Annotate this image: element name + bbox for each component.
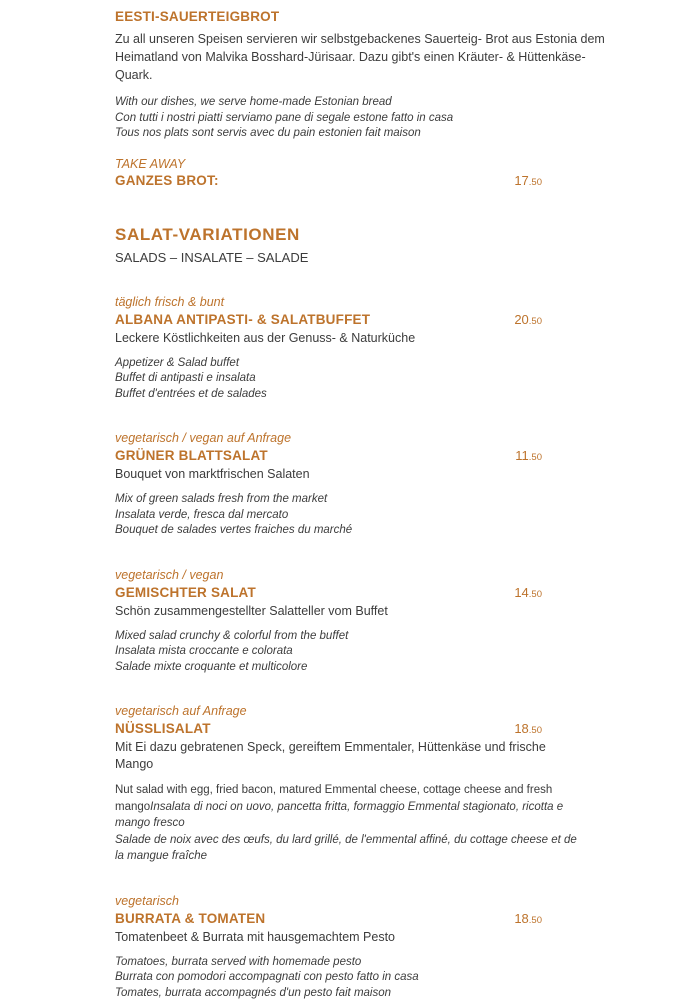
menu-item-gemischter-salat bbox=[115, 568, 620, 676]
translation-fr: Salade de noix avec des œufs, du lard grillé, de l'emmental affiné, du cottage cheese et de la mangue fraîche bbox=[115, 832, 585, 865]
item-header bbox=[115, 448, 542, 463]
item-title: GRÜNER BLATTSALAT bbox=[115, 448, 542, 463]
item-translations bbox=[115, 492, 620, 539]
translation-line-en: With our dishes, we serve home-made Estonian bread bbox=[115, 95, 595, 111]
item-description: Tomatenbeet & Burrata mit hausgemachtem Pesto bbox=[115, 929, 585, 946]
menu-item-albana-buffet bbox=[115, 295, 620, 403]
translation-line-en: Tomatoes, burrata served with homemade pesto bbox=[115, 955, 595, 971]
item-title: ALBANA ANTIPASTI- & SALATBUFFET bbox=[115, 312, 542, 327]
item-price: 11 . 50 bbox=[515, 448, 542, 463]
item-translations bbox=[115, 356, 620, 403]
item-translations bbox=[115, 955, 620, 1001]
translation-line-fr: Bouquet de salades vertes fraiches du marché bbox=[115, 523, 595, 539]
item-description: Schön zusammengestellter Salatteller vom Buffet bbox=[115, 603, 585, 620]
take-away-label: TAKE AWAY bbox=[115, 157, 620, 171]
translation-line-it: Buffet di antipasti e insalata bbox=[115, 371, 595, 387]
salad-section-header bbox=[115, 225, 620, 265]
whole-bread-label: GANZES BROT: bbox=[115, 173, 542, 188]
intro-translations bbox=[115, 95, 620, 142]
translation-line-fr: Salade mixte croquante et multicolore bbox=[115, 660, 595, 676]
translation-line-fr: Buffet d'entrées et de salades bbox=[115, 387, 595, 403]
item-translations bbox=[115, 782, 585, 865]
intro-body: Zu all unseren Speisen servieren wir selbstgebackenes Sauerteig- Brot aus Estonia dem Heimatland von Malvika Bosshard-Jürisaar. Dazu gibt's einen Kräuter- & Hüttenkäse-Quark. bbox=[115, 30, 615, 84]
intro-title: EESTI-SAUERTEIGBROT bbox=[115, 9, 620, 24]
item-header bbox=[115, 585, 542, 600]
translation-line-en: Appetizer & Salad buffet bbox=[115, 356, 595, 372]
item-translations bbox=[115, 629, 620, 676]
item-header bbox=[115, 312, 542, 327]
item-title: BURRATA & TOMATEN bbox=[115, 911, 542, 926]
item-tag: vegetarisch / vegan auf Anfrage bbox=[115, 431, 620, 445]
translation-line-it: Con tutti i nostri piatti serviamo pane di segale estone fatto in casa bbox=[115, 111, 595, 127]
translation-line-en: Mixed salad crunchy & colorful from the buffet bbox=[115, 629, 595, 645]
translation-line-en: Mix of green salads fresh from the market bbox=[115, 492, 595, 508]
menu-item-gruener-blattsalat bbox=[115, 431, 620, 539]
item-tag: vegetarisch auf Anfrage bbox=[115, 704, 620, 718]
item-tag: täglich frisch & bunt bbox=[115, 295, 620, 309]
item-price: 20 . 50 bbox=[514, 312, 542, 327]
menu-item-nuesslisalat bbox=[115, 704, 620, 865]
translation-line-it: Insalata verde, fresca dal mercato bbox=[115, 508, 595, 524]
section-subtitle: SALADS – INSALATE – SALADE bbox=[115, 250, 620, 265]
item-title: NÜSSLISALAT bbox=[115, 721, 542, 736]
translation-line-fr: Tous nos plats sont servis avec du pain estonien fait maison bbox=[115, 126, 595, 142]
translation-en: Nut salad with egg, fried bacon, matured Emmental cheese, cottage cheese and fresh mango bbox=[115, 784, 552, 813]
translation-line-fr: Tomates, burrata accompagnés d'un pesto fait maison bbox=[115, 986, 595, 1001]
item-tag: vegetarisch / vegan bbox=[115, 568, 620, 582]
item-price: 14 . 50 bbox=[514, 585, 542, 600]
item-title: GEMISCHTER SALAT bbox=[115, 585, 542, 600]
translation-line-it: Burrata con pomodori accompagnati con pesto fatto in casa bbox=[115, 970, 595, 986]
section-title: SALAT-VARIATIONEN bbox=[115, 225, 620, 245]
menu-content bbox=[115, 9, 620, 1001]
item-description: Mit Ei dazu gebratenen Speck, gereiftem Emmentaler, Hüttenkäse und frische Mango bbox=[115, 739, 585, 773]
item-tag: vegetarisch bbox=[115, 894, 620, 908]
item-header bbox=[115, 911, 542, 926]
intro-section bbox=[115, 9, 620, 188]
menu-item-burrata-tomaten bbox=[115, 894, 620, 1001]
item-price: 18 . 50 bbox=[514, 911, 542, 926]
whole-bread-row bbox=[115, 173, 542, 188]
translation-it: Insalata di noci on uovo, pancetta fritta, formaggio Emmental stagionato, ricotta e mango fresco bbox=[115, 801, 563, 830]
translation-line-it: Insalata mista croccante e colorata bbox=[115, 644, 595, 660]
item-header bbox=[115, 721, 542, 736]
whole-bread-price: 17 . 50 bbox=[514, 173, 542, 188]
item-description: Bouquet von marktfrischen Salaten bbox=[115, 466, 585, 483]
item-description: Leckere Köstlichkeiten aus der Genuss- & Naturküche bbox=[115, 330, 585, 347]
item-price: 18 . 50 bbox=[514, 721, 542, 736]
